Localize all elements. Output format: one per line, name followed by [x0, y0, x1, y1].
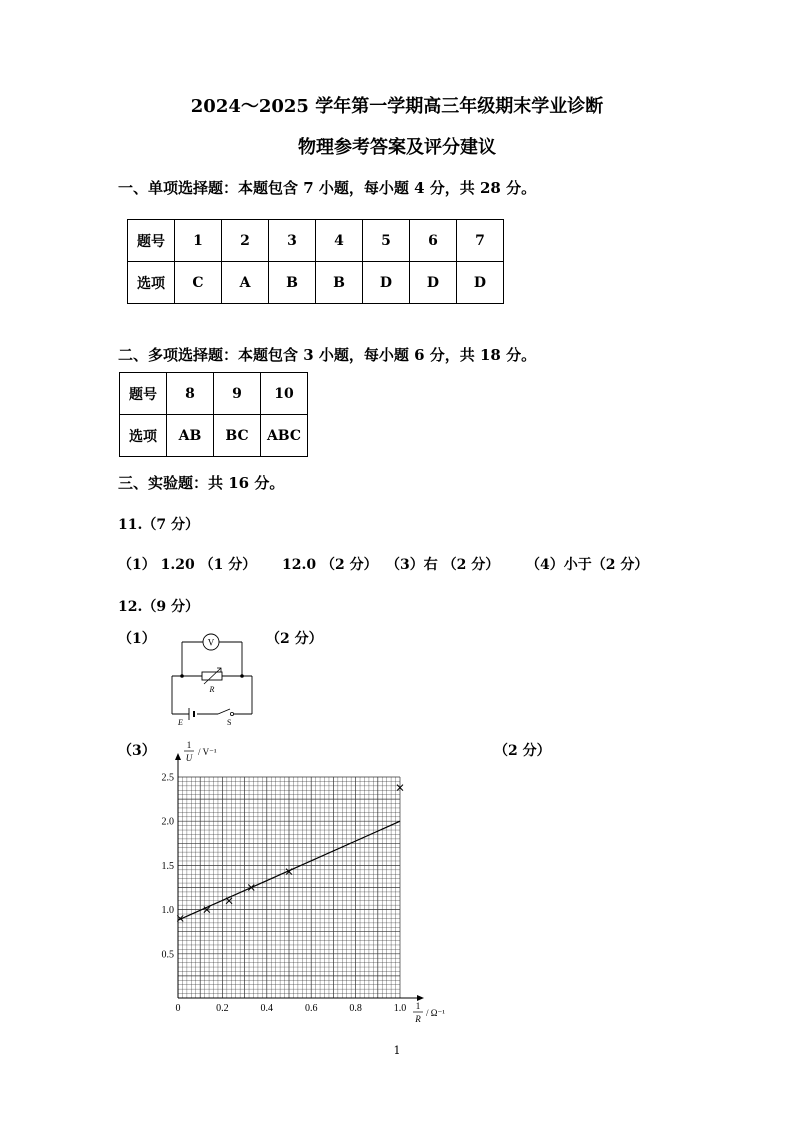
q11-answer-3: （3）右 （2 分） [386, 557, 500, 573]
answer-cell: AB [167, 415, 214, 457]
y-tick-label: 0.5 [161, 949, 174, 961]
x-tick-label: 0 [175, 1003, 181, 1014]
q12-title: 12.（9 分） [118, 599, 199, 615]
q11-title: 11.（7 分） [118, 517, 199, 533]
question-number: 10 [261, 373, 308, 415]
x-tick-label: 1.0 [393, 1003, 407, 1014]
question-number: 3 [269, 220, 316, 262]
table-row-label: 选项 [120, 415, 167, 457]
x-tick-label: 0.4 [260, 1003, 274, 1014]
resistor-label: R [209, 685, 215, 694]
graph-1-over-U-vs-1-over-R [140, 735, 460, 1035]
q11-answer-1: （1） 1.20 （1 分） [118, 557, 257, 573]
y-tick-label: 2.5 [161, 772, 174, 784]
answer-cell: B [316, 262, 363, 304]
circuit-diagram [160, 626, 270, 726]
x-label-unit: / Ω⁻¹ [426, 1008, 445, 1018]
y-tick-label: 1.5 [161, 860, 174, 872]
answer-cell: D [410, 262, 457, 304]
section1-heading: 一、单项选择题：本题包含 7 小题，每小题 4 分，共 28 分。 [118, 179, 537, 197]
q12-part3-label: （3） [118, 743, 156, 759]
question-number: 9 [214, 373, 261, 415]
x-label-denominator: R [415, 1014, 421, 1024]
section1-answer-table [127, 219, 504, 304]
x-tick-label: 0.8 [349, 1003, 362, 1014]
table-row-label: 题号 [128, 220, 175, 262]
y-tick-label: 1.0 [161, 905, 174, 917]
answer-cell: ABC [261, 415, 308, 457]
answer-cell: C [175, 262, 222, 304]
answer-cell: D [457, 262, 504, 304]
grid [178, 777, 400, 998]
answer-cell: A [222, 262, 269, 304]
battery-label: E [178, 718, 183, 726]
question-number: 7 [457, 220, 504, 262]
y-label-denominator: U [185, 753, 193, 763]
x-label-numerator: 1 [415, 1001, 421, 1011]
x-tick-label: 0.6 [304, 1003, 318, 1014]
question-number: 4 [316, 220, 363, 262]
q12-part3-score: （2 分） [494, 743, 551, 759]
question-number: 8 [167, 373, 214, 415]
table-row-label: 题号 [120, 373, 167, 415]
voltmeter-label: V [207, 637, 215, 648]
y-label-numerator: 1 [186, 740, 192, 750]
question-number: 2 [222, 220, 269, 262]
section3-heading: 三、实验题：共 16 分。 [118, 474, 285, 492]
tick-labels [162, 773, 407, 1015]
y-axis-arrow-icon [175, 753, 181, 760]
answer-cell: D [363, 262, 410, 304]
q12-part1-label: （1） [118, 631, 156, 647]
q11-answer-2: 12.0 （2 分） [282, 557, 378, 573]
section2-answer-table [119, 372, 308, 457]
question-number: 1 [175, 220, 222, 262]
y-tick-label: 2.0 [161, 816, 174, 828]
section2-heading: 二、多项选择题：本题包含 3 小题，每小题 6 分，共 18 分。 [118, 346, 537, 364]
x-tick-label: 0.2 [216, 1003, 229, 1014]
q12-part1-score: （2 分） [266, 631, 323, 647]
switch-icon [218, 709, 230, 714]
y-label-unit: / V⁻¹ [198, 747, 217, 757]
question-number: 6 [410, 220, 457, 262]
page-title: 2024～2025 学年第一学期高三年级期末学业诊断 [190, 96, 604, 117]
page-number: 1 [393, 1044, 401, 1057]
page-subtitle: 物理参考答案及评分建议 [298, 137, 496, 158]
answer-cell: B [269, 262, 316, 304]
switch-label: S [227, 718, 232, 726]
table-row-label: 选项 [128, 262, 175, 304]
q11-answer-4: （4）小于（2 分） [526, 557, 649, 573]
question-number: 5 [363, 220, 410, 262]
answer-cell: BC [214, 415, 261, 457]
